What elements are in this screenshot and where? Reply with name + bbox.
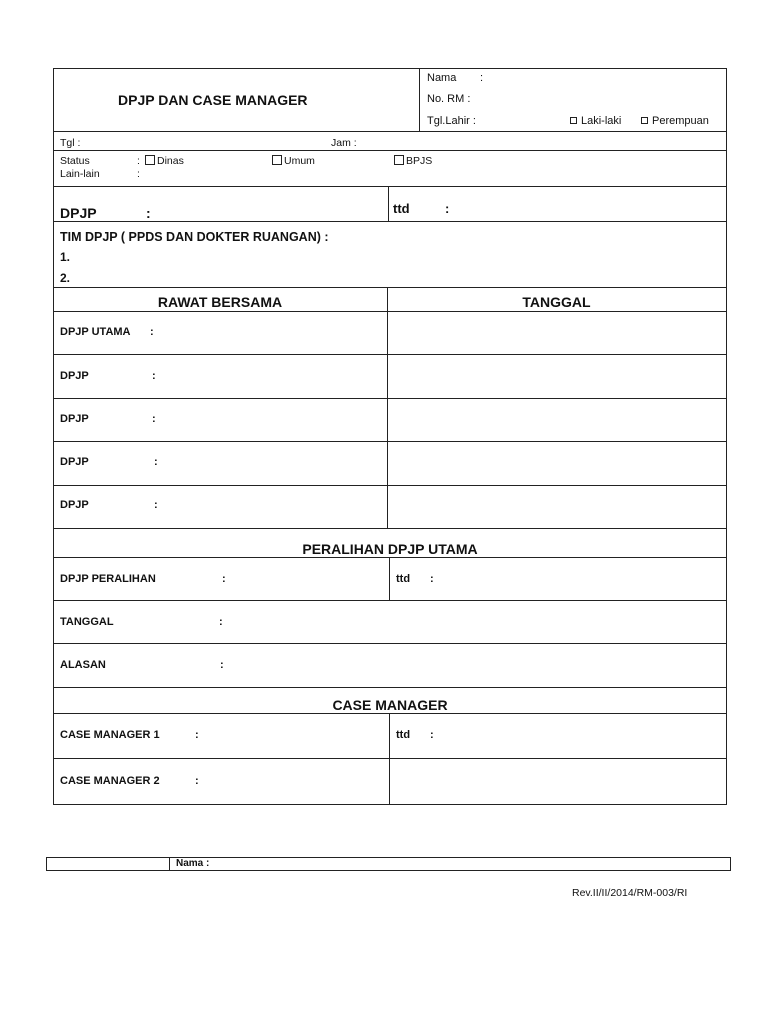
- dpjp-peralihan-label: DPJP PERALIHAN: [60, 573, 156, 585]
- case-manager-1-label: CASE MANAGER 1: [60, 729, 160, 741]
- divider: [53, 687, 727, 688]
- dpjp-label: DPJP: [60, 205, 97, 221]
- case-manager-1-colon: :: [195, 729, 199, 741]
- rawat-row-colon: :: [154, 456, 158, 468]
- tim-item-1: 1.: [60, 250, 71, 264]
- rawat-row-label: DPJP: [60, 499, 89, 511]
- rawat-row-label: DPJP: [60, 413, 89, 425]
- divider: [53, 287, 727, 288]
- dpjp-peralihan-colon: :: [222, 573, 226, 585]
- checkbox-icon[interactable]: [272, 155, 282, 165]
- checkbox-icon[interactable]: [145, 155, 155, 165]
- divider: [53, 131, 727, 132]
- divider: [53, 528, 727, 529]
- dpjp-ttd-colon: :: [445, 201, 450, 216]
- rawat-row-colon: :: [152, 413, 156, 425]
- checkbox-icon[interactable]: [394, 155, 404, 165]
- lain-lain-colon: :: [137, 168, 140, 180]
- form-title: DPJP DAN CASE MANAGER: [118, 92, 308, 108]
- rawat-row-label: DPJP: [60, 370, 89, 382]
- dpjp-ttd-label: ttd: [393, 201, 410, 216]
- rawat-row-colon: :: [150, 326, 154, 338]
- divider: [53, 557, 727, 558]
- divider: [53, 311, 727, 312]
- alasan-colon: :: [220, 659, 224, 671]
- border-top: [53, 68, 727, 69]
- case-manager-divider: [389, 713, 390, 804]
- tim-dpjp-label: TIM DPJP ( PPDS DAN DOKTER RUANGAN) :: [60, 230, 329, 244]
- no-rm-label: No. RM :: [427, 93, 471, 105]
- status-option-umum[interactable]: Umum: [272, 156, 315, 167]
- tgl-lahir-label: Tgl.Lahir :: [427, 115, 476, 127]
- divider: [53, 485, 727, 486]
- alasan-label: ALASAN: [60, 659, 106, 671]
- gender-option-laki[interactable]: Laki-laki: [570, 116, 621, 127]
- divider: [53, 186, 727, 187]
- rawat-column-divider: [387, 287, 388, 528]
- jam-label: Jam :: [331, 137, 357, 149]
- border-right: [726, 68, 727, 804]
- divider: [53, 441, 727, 442]
- rawat-row-colon: :: [152, 370, 156, 382]
- peralihan-ttd-divider: [389, 557, 390, 600]
- divider: [53, 150, 727, 151]
- divider: [53, 398, 727, 399]
- peralihan-ttd-colon: :: [430, 573, 434, 585]
- nama-label: Nama: [427, 72, 457, 84]
- rawat-bersama-header: RAWAT BERSAMA: [157, 294, 283, 310]
- tanggal-colon: :: [219, 616, 223, 628]
- divider: [53, 221, 727, 222]
- case-manager-title: CASE MANAGER: [332, 697, 448, 713]
- lain-lain-label: Lain-lain: [60, 168, 100, 180]
- tim-item-2: 2.: [60, 271, 71, 285]
- gender-option-perempuan[interactable]: Perempuan: [641, 116, 709, 127]
- border-bottom: [53, 804, 727, 805]
- divider: [53, 600, 727, 601]
- case-manager-2-label: CASE MANAGER 2: [60, 775, 160, 787]
- case-manager-ttd-label: ttd: [396, 729, 411, 741]
- footer-divider: [169, 857, 170, 871]
- tgl-label: Tgl :: [60, 137, 81, 149]
- status-option-bpjs[interactable]: BPJS: [394, 156, 432, 167]
- dpjp-ttd-divider: [388, 186, 389, 221]
- rawat-row-label: DPJP: [60, 456, 89, 468]
- revision-code: Rev.II/II/2014/RM-003/RI: [572, 887, 688, 899]
- divider: [53, 713, 727, 714]
- checkbox-icon[interactable]: [641, 117, 648, 124]
- status-option-dinas[interactable]: Dinas: [145, 156, 184, 167]
- case-manager-2-colon: :: [195, 775, 199, 787]
- border-left: [53, 68, 54, 804]
- nama-colon: :: [480, 72, 484, 84]
- divider: [53, 758, 727, 759]
- status-label: Status: [60, 155, 90, 167]
- divider: [53, 354, 727, 355]
- rawat-row-colon: :: [154, 499, 158, 511]
- divider: [53, 643, 727, 644]
- footer-bar: [46, 857, 731, 871]
- status-colon: :: [137, 155, 140, 167]
- header-divider: [419, 68, 420, 131]
- tanggal-label: TANGGAL: [60, 616, 114, 628]
- rawat-row-label: DPJP UTAMA: [60, 326, 131, 338]
- peralihan-ttd-label: ttd: [396, 573, 411, 585]
- peralihan-title: PERALIHAN DPJP UTAMA: [302, 541, 478, 557]
- case-manager-ttd-colon: :: [430, 729, 434, 741]
- tanggal-header: TANGGAL: [522, 294, 591, 310]
- footer-nama-label: Nama :: [176, 858, 210, 869]
- checkbox-icon[interactable]: [570, 117, 577, 124]
- dpjp-colon: :: [146, 205, 151, 221]
